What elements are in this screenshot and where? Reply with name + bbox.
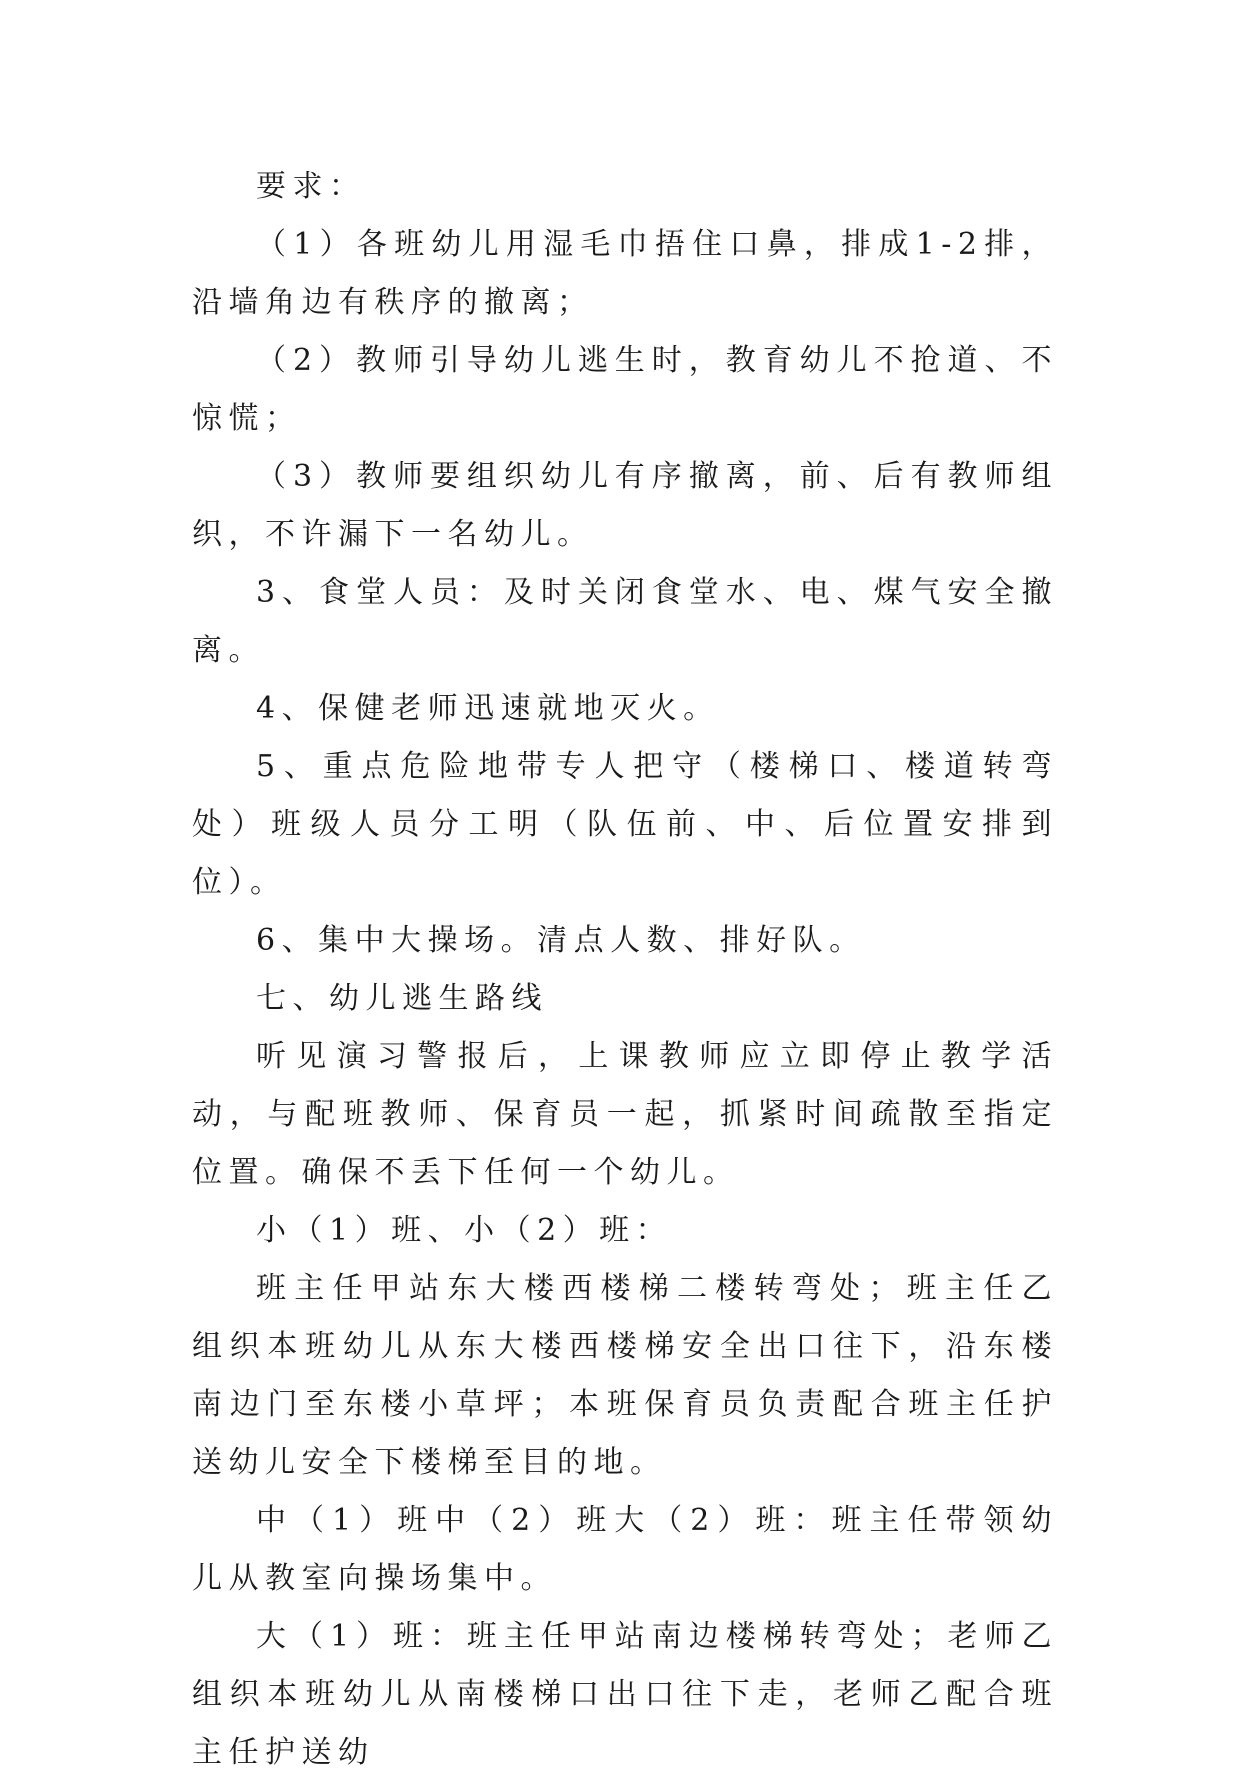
section-heading-escape-routes: 七、幼儿逃生路线 (256, 981, 548, 1016)
paragraph-health-teacher: 4、保健老师迅速就地灭火。 (256, 691, 720, 726)
paragraph-alarm-response: 听见演习警报后，上课教师应立即停止教学活动，与配班教师、保育员一起，抓紧时间疏散至指定位置。确保不丢下任何一个幼儿。 (192, 1039, 1058, 1190)
paragraph-requirement-2: （2）教师引导幼儿逃生时，教育幼儿不抢道、不惊慌； (192, 343, 1058, 436)
paragraph-assembly: 6、集中大操场。清点人数、排好队。 (256, 923, 866, 958)
document-body (192, 158, 1058, 1782)
paragraph-requirement-3: （3）教师要组织幼儿有序撤离，前、后有教师组织，不许漏下一名幼儿。 (192, 459, 1058, 552)
paragraph-danger-zones: 5、重点危险地带专人把守（楼梯口、楼道转弯处）班级人员分工明（队伍前、中、后位置安排到位）。 (192, 749, 1058, 900)
paragraph-large-class-route: 大（1）班：班主任甲站南边楼梯转弯处；老师乙组织本班幼儿从南楼梯口出口往下走，老师乙配合班主任护送幼 (192, 1619, 1058, 1770)
paragraph-requirement-1: （1）各班幼儿用湿毛巾捂住口鼻，排成1-2排，沿墙角边有秩序的撤离； (192, 227, 1058, 320)
paragraph-small-classes-heading: 小（1）班、小（2）班： (256, 1213, 673, 1248)
paragraph-middle-classes-route: 中（1）班中（2）班大（2）班：班主任带领幼儿从教室向操场集中。 (192, 1503, 1058, 1596)
paragraph-canteen-staff: 3、食堂人员：及时关闭食堂水、电、煤气安全撤离。 (192, 575, 1058, 668)
paragraph-requirements-heading: 要求： (256, 169, 366, 204)
paragraph-small-classes-route: 班主任甲站东大楼西楼梯二楼转弯处；班主任乙组织本班幼儿从东大楼西楼梯安全出口往下，沿东楼南边门至东楼小草坪；本班保育员负责配合班主任护送幼儿安全下楼梯至目的地。 (192, 1271, 1058, 1480)
